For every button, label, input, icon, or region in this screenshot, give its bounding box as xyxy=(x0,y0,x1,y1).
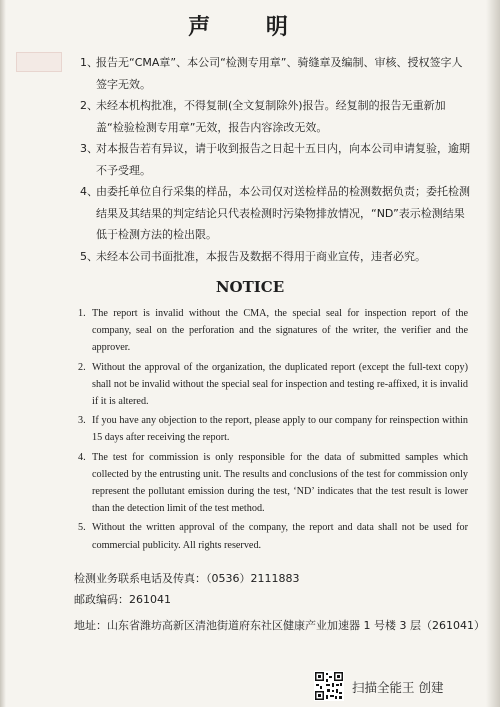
notice-item-number: 1. xyxy=(78,308,86,319)
faded-seal-mark xyxy=(16,52,62,72)
statement-item-text: 未经本公司书面批准，本报告及数据不得用于商业宣传，违者必究。 xyxy=(96,249,426,263)
statement-item-number: 4、 xyxy=(80,185,98,198)
page-right-edge-shadow xyxy=(486,0,500,707)
statement-item-cn xyxy=(80,138,472,181)
statement-item-cn xyxy=(80,95,472,138)
notice-item-text: The test for commission is only responsible for the data of submitted samples which collected by the entrusting unit. The results and conclusions of the test for commission only represent the pollutant emission during the test, ‘ND’ indicates that the test result is lower than the detection limit of the test method. xyxy=(92,451,468,515)
statement-item-cn xyxy=(80,181,472,246)
notice-list-en xyxy=(78,305,468,556)
notice-item-en xyxy=(78,305,468,357)
notice-item-en xyxy=(78,449,468,518)
statement-item-text: 对本报告若有异议，请于收到报告之日起十五日内，向本公司申请复验，逾期不予受理。 xyxy=(96,142,470,177)
statement-item-text: 由委托单位自行采集的样品，本公司仅对送检样品的检测数据负责；委托检测结果及其结果的判定结论只代表检测时污染物排放情况，“ND”表示检测结果低于检测方法的检出限。 xyxy=(96,185,470,241)
notice-item-number: 3. xyxy=(78,415,86,427)
qr-code-icon xyxy=(314,671,344,701)
notice-title-en: NOTICE xyxy=(215,278,285,296)
notice-item-text: Without the approval of the organization, the duplicated report (except the full-text copy) shall not be invalid without the special seal for inspection and testing re-affixed, it is invalid if it is altered. xyxy=(92,361,468,408)
notice-item-en xyxy=(78,519,468,553)
statement-item-cn xyxy=(80,52,472,95)
statement-item-text: 未经本机构批准，不得复制(全文复制除外)报告。经复制的报告无重新加盖“检验检测专用章”无效，报告内容涂改无效。 xyxy=(96,99,446,134)
statement-item-cn xyxy=(80,246,472,268)
statement-title-cn: 声 明 xyxy=(188,15,312,40)
scanner-watermark: 扫描全能王 创建 xyxy=(352,680,444,695)
statement-item-number: 5、 xyxy=(80,249,98,263)
notice-item-number: 2. xyxy=(78,361,86,373)
notice-item-text: The report is invalid without the CMA, the special seal for inspection report of the company, seal on the perforation and the signatures of the writer, the verifier and the approver. xyxy=(92,308,468,354)
contact-block xyxy=(74,570,485,638)
page-left-edge-shadow xyxy=(0,0,6,707)
notice-item-number: 5. xyxy=(78,522,86,534)
statement-item-number: 2、 xyxy=(80,99,98,112)
contact-postcode: 邮政编码：261041 xyxy=(74,593,171,606)
statement-list-cn xyxy=(80,52,472,267)
statement-item-number: 1、 xyxy=(80,56,98,69)
notice-item-text: If you have any objection to the report, please apply to our company for reinspection within 15 days after receiving the report. xyxy=(92,415,468,444)
notice-item-en xyxy=(78,412,468,446)
contact-address: 地址：山东省潍坊高新区清池街道府东社区健康产业加速器 1 号楼 3 层（261041） xyxy=(74,619,485,632)
statement-item-text: 报告无“CMA章”、本公司“检测专用章”、骑缝章及编制、审核、授权签字人签字无效。 xyxy=(96,56,463,91)
notice-item-text: Without the written approval of the company, the report and data shall not be used for commercial publicity. All rights reserved. xyxy=(92,522,468,551)
statement-item-number: 3、 xyxy=(80,142,98,155)
notice-item-number: 4. xyxy=(78,451,86,463)
notice-item-en xyxy=(78,359,468,411)
contact-phone: 检测业务联系电话及传真：（0536）2111883 xyxy=(74,572,300,585)
